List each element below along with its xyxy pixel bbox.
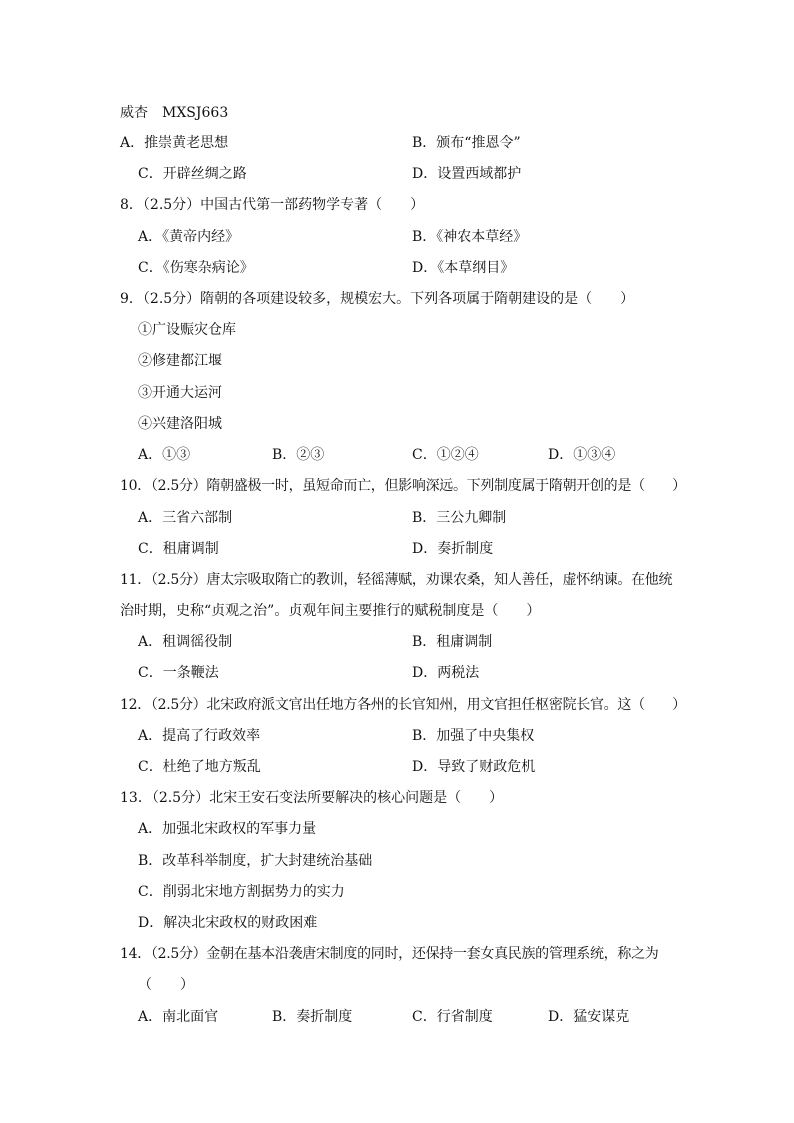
q13-option-d: D．解决北宋政权的财政困难	[138, 915, 318, 931]
q10-option-a: A．三省六部制	[138, 510, 233, 526]
q7-option-b: B．颁布“推恩令”	[412, 135, 521, 151]
q10-option-d: D．奏折制度	[412, 541, 494, 557]
q14-option-a: A．南北面官	[138, 1009, 219, 1025]
q13-stem: 13．（2.5分）北宋王安石变法所要解决的核心问题是（ ）	[120, 790, 504, 806]
q11-option-c: C．一条鞭法	[138, 665, 219, 681]
q9-item-4: ④兴建洛阳城	[138, 416, 222, 432]
q9-option-b: B．②③	[272, 447, 325, 463]
q7-option-d: D．设置西域都护	[412, 166, 522, 182]
q14-stem-line1: 14．（2.5分）金朝在基本沿袭唐宋制度的同时，还保持一套女真民族的管理系统，称之为	[120, 946, 659, 962]
q12-stem: 12．（2.5分）北宋政府派文官出任地方各州的长官知州，用文官担任枢密院长官。这（ ）	[120, 697, 686, 713]
q7-option-c: C．开辟丝绸之路	[138, 166, 247, 182]
q11-stem-line2: 治时期，史称“贞观之治”。贞观年间主要推行的赋税制度是（ ）	[120, 603, 541, 619]
q9-item-3: ③开通大运河	[138, 385, 222, 401]
q14-option-c: C．行省制度	[412, 1009, 493, 1025]
q9-stem: 9．（2.5分）隋朝的各项建设较多，规模宏大。下列各项属于隋朝建设的是（ ）	[120, 291, 635, 307]
q10-option-b: B．三公九卿制	[412, 510, 507, 526]
q8-option-a: A．《黄帝内经》	[138, 229, 240, 245]
q10-stem: 10．（2.5分）隋朝盛极一时，虽短命而亡，但影响深远。下列制度属于隋朝开创的是（ ）	[120, 478, 686, 494]
q8-option-b: B．《神农本草经》	[412, 229, 528, 245]
q9-item-2: ②修建都江堰	[138, 353, 222, 369]
q11-option-a: A．租调徭役制	[138, 634, 233, 650]
q14-stem-line2: （ ）	[138, 977, 194, 993]
q11-option-d: D．两税法	[412, 665, 480, 681]
q14-option-b: B．奏折制度	[272, 1009, 353, 1025]
q7-option-a: A．推崇黄老思想	[120, 135, 229, 151]
q9-option-d: D．①③④	[548, 447, 616, 463]
q13-option-a: A．加强北宋政权的军事力量	[138, 821, 317, 837]
q14-option-d: D．猛安谋克	[548, 1009, 630, 1025]
q12-option-b: B．加强了中央集权	[412, 728, 535, 744]
q9-item-1: ①广设赈灾仓库	[138, 322, 236, 338]
q13-option-b: B．改革科举制度，扩大封建统治基础	[138, 853, 373, 869]
q10-option-c: C．租庸调制	[138, 541, 219, 557]
header-text: 威杏 MXSJ663	[120, 105, 229, 121]
q12-option-d: D．导致了财政危机	[412, 759, 536, 775]
q11-option-b: B．租庸调制	[412, 634, 493, 650]
q9-option-a: A．①③	[138, 447, 191, 463]
q9-option-c: C．①②④	[412, 447, 479, 463]
q13-option-c: C．削弱北宋地方割据势力的实力	[138, 884, 345, 900]
q12-option-c: C．杜绝了地方叛乱	[138, 759, 261, 775]
q12-option-a: A．提高了行政效率	[138, 728, 261, 744]
q8-option-d: D．《本草纲目》	[412, 260, 515, 276]
q8-stem: 8．（2.5分）中国古代第一部药物学专著（ ）	[120, 197, 425, 213]
q11-stem-line1: 11．（2.5分）唐太宗吸取隋亡的教训，轻徭薄赋，劝课农桑，知人善任，虚怀纳谏。在他统	[120, 572, 673, 588]
q8-option-c: C．《伤寒杂病论》	[138, 260, 254, 276]
